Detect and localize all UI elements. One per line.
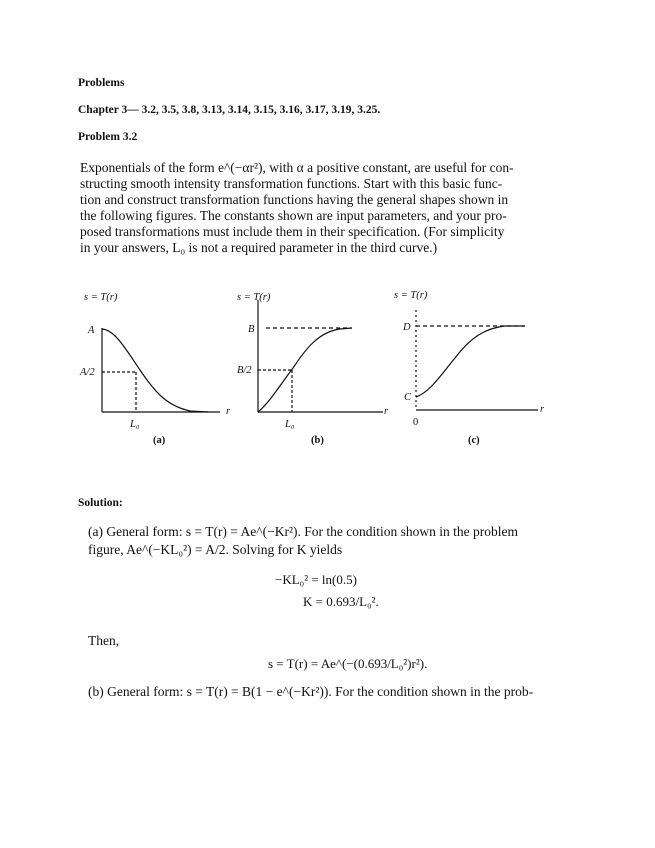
fig-a-xlabel: r	[226, 406, 231, 417]
problem-line: the following figures. The constants shown are input parameters, and your pro-	[80, 208, 507, 223]
fig-b-top: B	[248, 324, 255, 335]
figure-b	[258, 300, 383, 412]
fig-c-xlabel: r	[540, 404, 545, 415]
solution-heading: Solution:	[78, 497, 123, 509]
equation-3: s = T(r) = Ae^(−(0.693/L₀²)r²).	[268, 656, 428, 671]
equation-2: K = 0.693/L₀².	[303, 594, 379, 609]
fig-c-ylabel: s = T(r)	[394, 290, 428, 301]
fig-a-caption: (a)	[153, 435, 166, 446]
fig-c-origin: 0	[413, 417, 419, 428]
problem-line: posed transformations must include them in their specification. (For simplicity	[80, 224, 505, 239]
fig-a-mid: A/2	[80, 367, 95, 378]
fig-a-ylabel: s = T(r)	[84, 292, 118, 303]
fig-c-low: C	[404, 392, 412, 403]
sol-b-line1: (b) General form: s = T(r) = B(1 − e^(−Kr²)). For the condition shown in the prob-	[88, 684, 534, 699]
sol-a-line1: (a) General form: s = T(r) = Ae^(−Kr²). For the condition shown in the problem	[88, 524, 518, 539]
problem-line: in your answers, L₀ is not a required parameter in the third curve.)	[80, 240, 438, 255]
figure-c	[416, 310, 538, 410]
fig-b-caption: (b)	[311, 435, 324, 446]
problem-line: structing smooth intensity transformation functions. Start with this basic func-	[80, 176, 503, 191]
sol-a-line2: figure, Ae^(−KL₀²) = A/2. Solving for K yields	[88, 542, 343, 557]
problem-line: tion and construct transformation functions having the general shapes shown in	[80, 192, 509, 207]
problem-line: Exponentials of the form e^(−αr²), with α a positive constant, are useful for con-	[80, 160, 514, 175]
fig-a-top: A	[88, 325, 95, 336]
problem-title: Problem 3.2	[78, 131, 138, 143]
figure-a	[102, 328, 220, 412]
equation-1: −KL₀² = ln(0.5)	[275, 572, 357, 587]
fig-a-tick: L₀	[130, 419, 140, 430]
heading: Problems	[78, 77, 125, 89]
transformation-figures	[0, 280, 655, 455]
fig-c-caption: (c)	[468, 435, 480, 446]
then-text: Then,	[88, 633, 120, 648]
fig-b-tick: L₀	[285, 419, 295, 430]
chapter-line: Chapter 3— 3.2, 3.5, 3.8, 3.13, 3.14, 3.15, 3.16, 3.17, 3.19, 3.25.	[78, 104, 381, 116]
fig-c-top: D	[403, 322, 411, 333]
fig-b-xlabel: r	[384, 406, 389, 417]
fig-b-mid: B/2	[237, 365, 252, 376]
fig-b-ylabel: s = T(r)	[237, 292, 271, 303]
